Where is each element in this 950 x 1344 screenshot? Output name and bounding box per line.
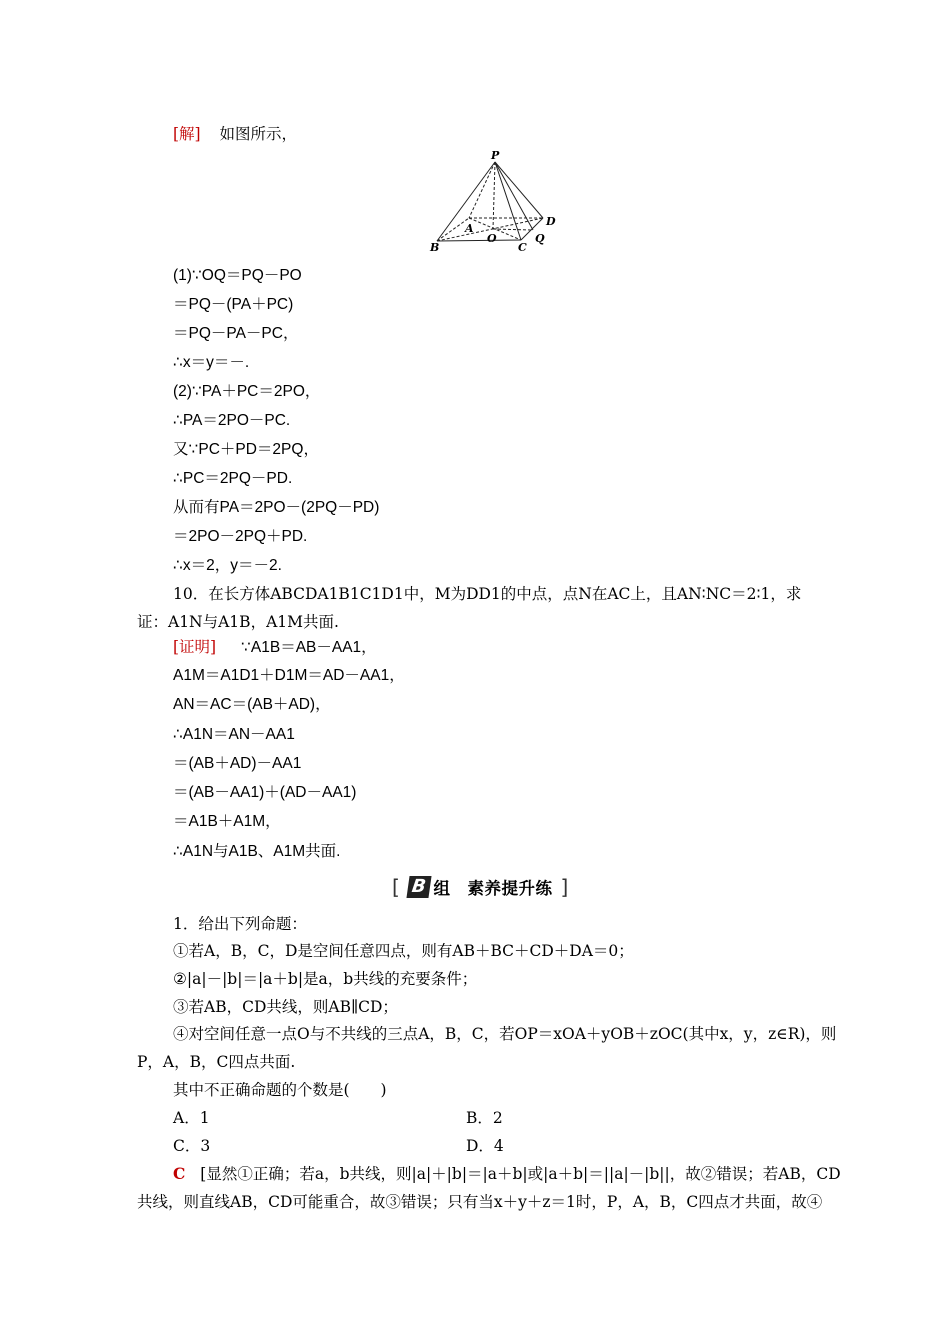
explanation-line: 共线，则直线AB，CD可能重合，故③错误；只有当x＋y＋z＝1时，P，A，B，C四点才共面，故④ (137, 1193, 823, 1211)
proposition-item-cont: P，A，B，C四点共面. (137, 1053, 296, 1071)
explanation-line: [显然①正确；若a，b共线，则|a|＋|b|＝|a＋b|或|a＋b|＝||a|－|b||，故②错误；若AB，CD (200, 1165, 841, 1183)
solution-header (173, 124, 297, 144)
group-badge: B (406, 876, 431, 898)
problem1-stem: 1．给出下列命题： (173, 915, 307, 933)
solution-line: ＝PQ－(PA＋PC) (173, 296, 294, 313)
label-a: A (465, 222, 474, 235)
solution-line: ∴PC＝2PQ－PD. (173, 470, 293, 487)
solution-line: ∴x＝2，y＝－2. (173, 557, 282, 574)
proof-line: ＝(AB＋AD)－AA1 (173, 755, 302, 772)
proof-line: AN＝AC＝(AB＋AD)， (173, 696, 331, 713)
label-o: O (487, 232, 497, 245)
solution-line: (1)∵OQ＝PQ－PO (173, 267, 302, 284)
problem10-statement: 10．在长方体ABCDA1B1C1D1中，M为DD1的中点，点N在AC上，且AN∶NC＝2∶1，求 (173, 585, 802, 603)
pyramid-figure (425, 148, 565, 258)
solution-tag: [解] (173, 125, 201, 143)
solution-line: ∴x＝y＝－. (173, 354, 250, 371)
proposition-item: ①若A，B，C，D是空间任意四点，则有AB＋BC＋CD＋DA＝0； (173, 942, 634, 960)
banner-left-bracket: [ (392, 875, 400, 899)
proof-header (173, 637, 377, 658)
solution-line: (2)∵PA＋PC＝2PO， (173, 383, 321, 400)
problem1-question: 其中不正确命题的个数是( ) (173, 1081, 387, 1099)
option-c: C．3 (173, 1137, 211, 1155)
option-d: D．4 (466, 1137, 504, 1155)
solution-intro: 如图所示， (219, 125, 298, 143)
proof-line: A1M＝A1D1＋D1M＝AD－AA1， (173, 667, 405, 684)
answer-line (173, 1164, 841, 1184)
solution-line: 从而有PA＝2PO－(2PQ－PD) (173, 499, 380, 516)
option-b: B．2 (466, 1109, 503, 1127)
banner-right-bracket: ] (560, 875, 569, 899)
proposition-item: ③若AB，CD共线，则AB∥CD； (173, 998, 398, 1016)
proposition-item: ②|a|－|b|＝|a＋b|是a，b共线的充要条件； (173, 970, 478, 988)
proof-tag: [证明] (173, 638, 217, 656)
proposition-item: ④对空间任意一点O与不共线的三点A，B，C，若OP＝xOA＋yOB＋zOC(其中x，y，z∈R)，则 (173, 1025, 837, 1043)
section-title: 组 素养提升练 (433, 879, 553, 898)
proof-line: ＝A1B＋A1M， (173, 813, 281, 830)
label-d: D (546, 215, 556, 228)
solution-line: ＝2PO－2PQ＋PD. (173, 528, 308, 545)
problem10-statement-cont: 证：A1N与A1B，A1M共面. (137, 613, 339, 631)
proof-line: ＝(AB－AA1)＋(AD－AA1) (173, 784, 357, 801)
option-a: A．1 (173, 1109, 210, 1127)
proof-line: ∴A1N与A1B、A1M共面. (173, 843, 341, 860)
answer-letter: C (173, 1164, 186, 1183)
section-banner (392, 874, 568, 900)
label-p: P (491, 149, 500, 162)
proof-line: ∴A1N＝AN－AA1 (173, 726, 295, 743)
label-c: C (518, 241, 527, 254)
solution-line: ∴PA＝2PO－PC. (173, 412, 291, 429)
solution-line: ＝PQ－PA－PC， (173, 325, 299, 342)
label-b: B (430, 241, 440, 254)
proof-line: ∵A1B＝AB－AA1， (241, 639, 377, 656)
label-q: Q (535, 232, 545, 245)
solution-line: 又∵PC＋PD＝2PQ， (173, 441, 319, 458)
